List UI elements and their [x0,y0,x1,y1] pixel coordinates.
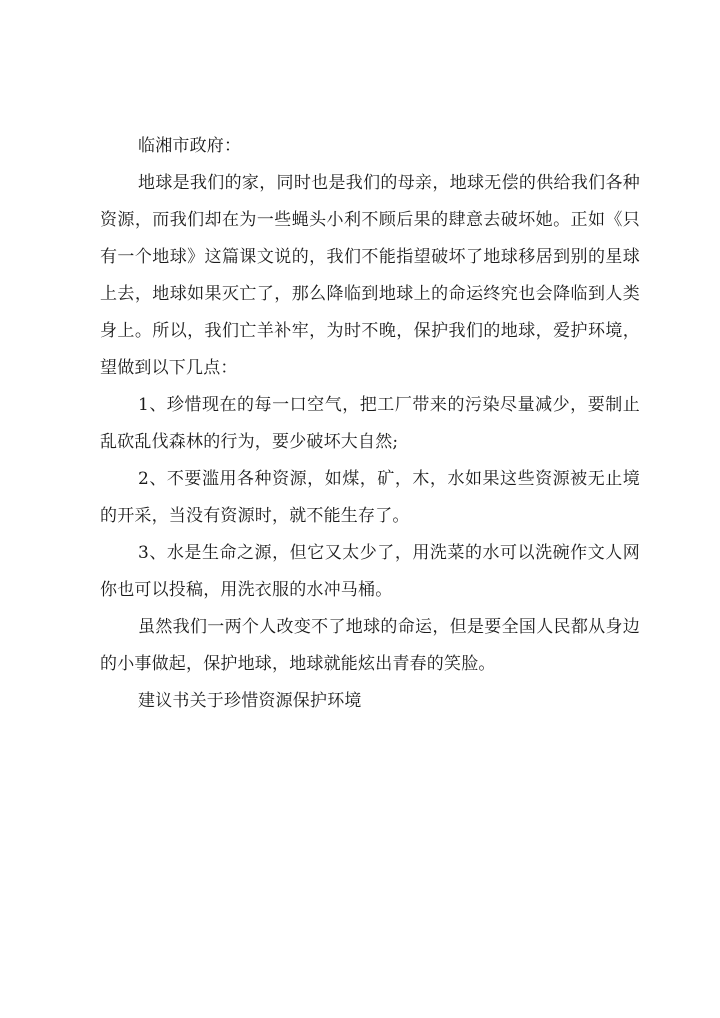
paragraph-conclusion: 虽然我们一两个人改变不了地球的命运，但是要全国人民都从身边的小事做起，保护地球，地球就能炫出青春的笑脸。 [100,617,640,674]
paragraph-intro: 地球是我们的家，同时也是我们的母亲，地球无偿的供给我们各种资源，而我们却在为一些蝇头小利不顾后果的肆意去破坏她。正如《只有一个地球》这篇课文说的，我们不能指望破坏了地球移居到别的星球上去，地球如果灭亡了，那么降临到地球上的命运终究也会降临到人类身上。所以，我们亡羊补牢，为时不晚，保护我们的地球，爱护环境，望做到以下几点： [100,173,640,378]
footer-title: 建议书关于珍惜资源保护环境 [138,691,362,711]
paragraph-point-3: 3、水是生命之源，但它又太少了，用洗菜的水可以洗碗作文人网你也可以投稿，用洗衣服的水冲马桶。 [100,543,640,600]
document-body [100,128,640,720]
paragraph-point-2: 2、不要滥用各种资源，如煤，矿，木，水如果这些资源被无止境的开采，当没有资源时，就不能生存了。 [100,469,640,526]
paragraph-point-1: 1、珍惜现在的每一口空气，把工厂带来的污染尽量减少，要制止乱砍乱伐森林的行为，要少破坏大自然; [100,395,640,452]
salutation: 临湘市政府： [138,136,242,156]
